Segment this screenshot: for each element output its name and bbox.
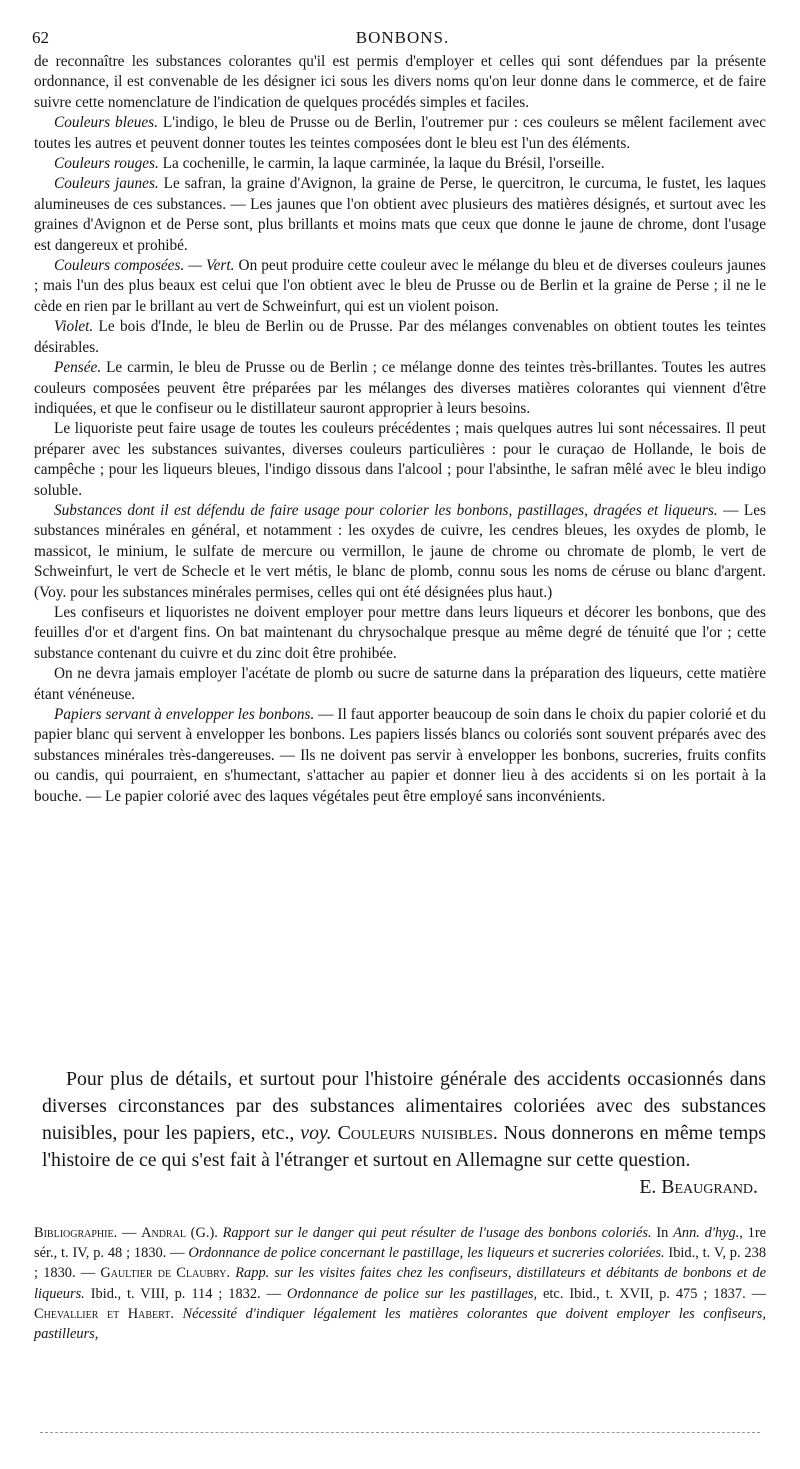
paragraph xyxy=(34,419,766,501)
bibliography-segment: Ordonnance de police concernant le pastillage, les liqueurs et sucreries coloriées. xyxy=(188,1245,665,1262)
closing-voy: voy. xyxy=(300,1122,332,1144)
paragraph-text: Les confiseurs et liquoristes ne doivent employer pour mettre dans leurs liqueurs et décorer les bonbons, que des feuilles d'or et d'argent fins. On bat maintenant du chrysochalque presque au même degré de ténuité que l'or ; cette substance contenant du cuivre et du zinc doit être prohibée. xyxy=(34,603,766,662)
author-signature: E. Beaugrand. xyxy=(639,1176,758,1198)
bibliography-segment: , 1re sér., t. IV, p. 48 ; 1830. — xyxy=(34,1225,767,1262)
paragraph-label: Substances dont il est défendu de faire usage pour colorier les bonbons, pastillages, dragées et liqueurs. xyxy=(54,501,718,519)
paragraph xyxy=(34,358,766,419)
paragraph-text: de reconnaître les substances colorantes qu'il est permis d'employer et celles qui sont défendues par la présente ordonnance, il est convenable de les désigner ici sous les divers noms qu'on leur donne dans le commerce, et de faire suivre cette nomenclature de l'indication de quelques procédés simples et faciles. xyxy=(34,53,766,111)
page-bottom-rule xyxy=(40,1432,760,1433)
bibliography-segment: Ibid., t. VIII, p. 114 ; 1832. — xyxy=(84,1285,287,1302)
bibliography-segment: . xyxy=(170,1305,183,1322)
bibliography-segment: Chevallier et Habert xyxy=(34,1305,171,1322)
paragraph xyxy=(34,664,766,705)
paragraph-label: Papiers servant à envelopper les bonbons. xyxy=(54,706,315,723)
paragraph-label: Couleurs jaunes. xyxy=(54,175,159,193)
paragraph-text: Le safran, la graine d'Avignon, la graine de Perse, le quercitron, le curcuma, le fustet, les laques alumineuses de ces substances. — Les jaunes que l'on obtient avec plusieurs des matières désignés, et surtout avec les graines d'Avignon et de Perse sont, plus brillants et moins mats que ceux que donne le jaune de chrome, dont l'usage est dangereux et prohibé. xyxy=(34,175,766,254)
paragraph-label: Violet. xyxy=(54,318,94,336)
page-header xyxy=(30,28,775,50)
paragraph-text: Le carmin, le bleu de Prusse ou de Berlin ; ce mélange donne des teintes très-brillantes. Toutes les autres couleurs composées peuvent être préparées par les mélanges des diverses matières colorantes qui viennent d'être indiquées, et que le confiseur ou le distillateur sauront approprier à leurs besoins. xyxy=(34,359,766,417)
bibliography-segment: Rapp. sur les visites faites chez les confiseurs, distillateurs et débitants de bonbons et de liqueurs. xyxy=(34,1265,766,1302)
paragraph xyxy=(34,154,766,174)
bibliography-segment: — xyxy=(117,1225,142,1241)
paragraph xyxy=(34,174,766,256)
paragraph xyxy=(34,501,766,603)
paragraph-text: On peut produire cette couleur avec le mélange du bleu et de diverses couleurs jaunes ; mais l'un des plus beaux est celui que l'on obtient avec le bleu de Prusse ou de Berlin et la graine de Perse ; il ne le cède en rien par le brillant au vert de Schweinfurt, qui est un violent poison. xyxy=(34,257,766,315)
bibliography-segment: Bibliographie. xyxy=(34,1225,118,1241)
bibliography-segment: . xyxy=(226,1265,236,1282)
closing-paragraph xyxy=(42,1066,766,1198)
cross-reference: Couleurs nuisibles xyxy=(337,1122,493,1144)
paragraph-text: L'indigo, le bleu de Prusse ou de Berlin, l'outremer pur : ces couleurs se mêlent facilement avec toutes les autres et peuvent donner toutes les teintes composées dont le bleu est l'un des éléments. xyxy=(34,114,766,152)
bibliography-segment: Nécessité d'indiquer légalement les matières colorantes que doivent employer les confiseurs, pastilleurs, xyxy=(34,1305,767,1343)
paragraph-text: La cochenille, le carmin, la laque carminée, la laque du Brésil, l'orseille. xyxy=(158,155,605,173)
bibliography-segment: Ordonnance de police sur les pastillages, xyxy=(286,1285,538,1302)
main-text xyxy=(34,52,766,807)
bibliography-segment: Rapport sur le danger qui peut résulter de l'usage des bonbons coloriés. xyxy=(222,1225,652,1241)
bibliography xyxy=(34,1223,766,1344)
closing-note xyxy=(42,1066,766,1201)
paragraph-label: Couleurs composées. — Vert. xyxy=(54,257,235,275)
running-title: BONBONS. xyxy=(355,28,450,47)
bibliography-segment: Gaultier de Claubry xyxy=(100,1265,227,1282)
paragraph xyxy=(34,52,766,113)
paragraph xyxy=(34,256,766,317)
page-number: 62 xyxy=(32,28,49,47)
bibliography-segment: Ibid., t. V, p. 238 ; 1830. — xyxy=(34,1245,767,1282)
paragraph-text: Le bois d'Inde, le bleu de Berlin ou de Prusse. Par des mélanges convenables on obtient toutes les teintes désirables. xyxy=(34,318,766,356)
paragraph-label: Couleurs rouges. xyxy=(54,155,159,173)
paragraph xyxy=(34,113,766,154)
bibliography-segment: Andral xyxy=(141,1225,186,1241)
closing-text: Pour plus de détails, et surtout pour l'histoire générale des accidents occasionnés dans diverses circonstances par des substances alimentaires coloriées avec des substances nuisibles, pour les papiers, etc., xyxy=(42,1068,766,1144)
paragraph xyxy=(34,705,766,807)
paragraph-text: — Il faut apporter beaucoup de soin dans le choix du papier colorié et du papier blanc qui servent à envelopper les bonbons. Les papiers lissés blancs ou coloriés sont souvent préparés avec des substances minérales très-dangereuses. — Ils ne doivent pas servir à envelopper les bonbons, sucreries, fruits confits ou candis, qui pourraient, en s'humectant, s'attacher au papier et donner lieu à des accidents si on les portait à la bouche. — Le papier colorié avec des laques végétales peut être employé sans inconvénients. xyxy=(34,706,766,805)
paragraph-label: Couleurs bleues. xyxy=(54,114,158,132)
paragraph-text: Le liquoriste peut faire usage de toutes les couleurs précédentes ; mais quelques autres lui sont nécessaires. Il peut préparer avec les substances suivantes, diverses couleurs particulières : pour le curaçao de Hollande, le bois de campêche ; pour les liqueurs bleues, l'indigo dissous dans l'alcool ; pour l'absinthe, le safran mêlé avec le bleu indigo soluble. xyxy=(34,420,766,499)
paragraph xyxy=(34,317,766,358)
bibliography-segment: (G.). xyxy=(185,1225,223,1241)
paragraph-text: — Les substances minérales en général, et notamment : les oxydes de cuivre, les cendres bleues, les oxydes de plomb, le massicot, le minium, le sulfate de mercure ou vermillon, le jaune de chrome ou chromate de plomb, le vert de Schweinfurt, le vert de Schecle et le vert métis, le blanc de plomb, connu sous les noms de céruse ou blanc d'argent. (Voy. pour les substances minérales permises, celles qui ont été désignées plus haut.) xyxy=(34,501,766,601)
bibliography-paragraph xyxy=(34,1223,766,1344)
paragraph-label: Pensée. xyxy=(54,359,102,377)
bibliography-segment: etc. Ibid., t. XVII, p. 475 ; 1837. — xyxy=(537,1285,767,1302)
bibliography-segment: Ann. d'hyg. xyxy=(673,1225,740,1241)
closing-text: . Nous donnerons en même temps l'histoire de ce qui s'est fait à l'étranger et surtout en Allemagne sur cette question. xyxy=(42,1122,766,1171)
paragraph xyxy=(34,603,766,664)
paragraph-text: On ne devra jamais employer l'acétate de plomb ou sucre de saturne dans la préparation des liqueurs, cette matière étant vénéneuse. xyxy=(34,665,766,703)
bibliography-segment: In xyxy=(651,1225,674,1241)
